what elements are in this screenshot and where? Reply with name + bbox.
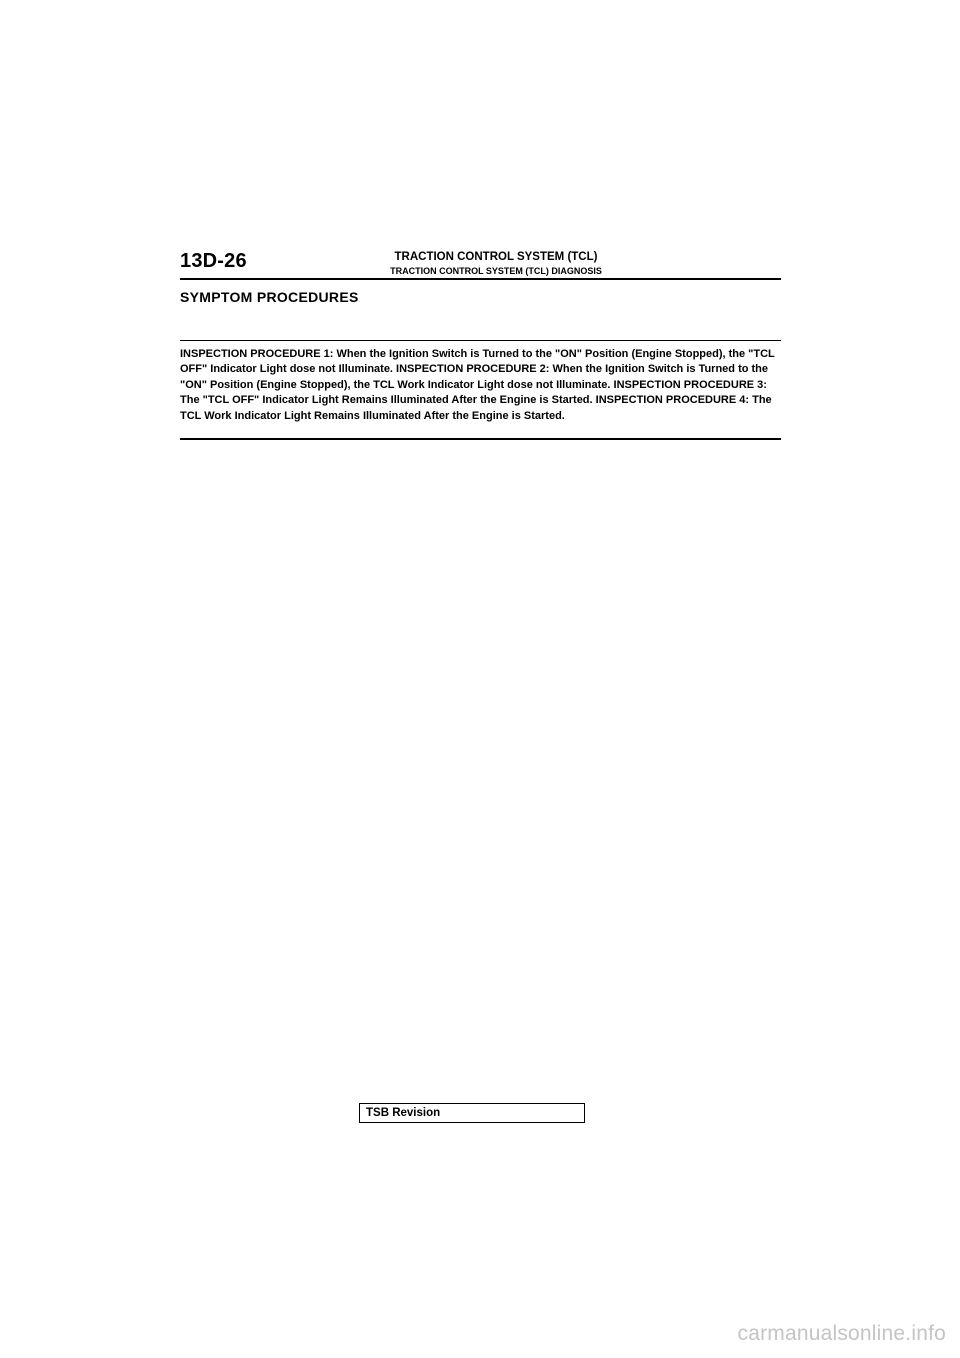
tsb-revision-box (359, 1103, 585, 1123)
header-subtitle: TRACTION CONTROL SYSTEM (TCL) DIAGNOSIS (390, 266, 602, 276)
inspection-procedures-text: INSPECTION PROCEDURE 1: When the Ignition Switch is Turned to the "ON" Position (Engine Stopped), the "TCL OFF" Indicator Light dose not Illuminate. INSPECTION PROCEDURE 2: When the Ignition Switch is Turned to the "ON" Position (Engine Stopped), the TCL Work Indicator Light dose not Illuminate. INSPECTION PROCEDURE 3: The "TCL OFF" Indicator Light Remains Illuminated After the Engine is Started. INSPECTION PROCEDURE 4: The TCL Work Indicator Light Remains Illuminated After the Engine is Started. (180, 348, 775, 422)
tsb-revision-label: TSB Revision (366, 1107, 441, 1119)
procedures-rule-top (180, 340, 781, 341)
page-number: 13D-26 (180, 250, 247, 272)
header-rule (180, 278, 781, 280)
header-title: TRACTION CONTROL SYSTEM (TCL) (394, 251, 598, 263)
section-title: SYMPTOM PROCEDURES (180, 289, 359, 305)
watermark-link[interactable]: carmanualsonline.info (737, 1322, 946, 1345)
procedures-rule-bottom (180, 438, 781, 440)
